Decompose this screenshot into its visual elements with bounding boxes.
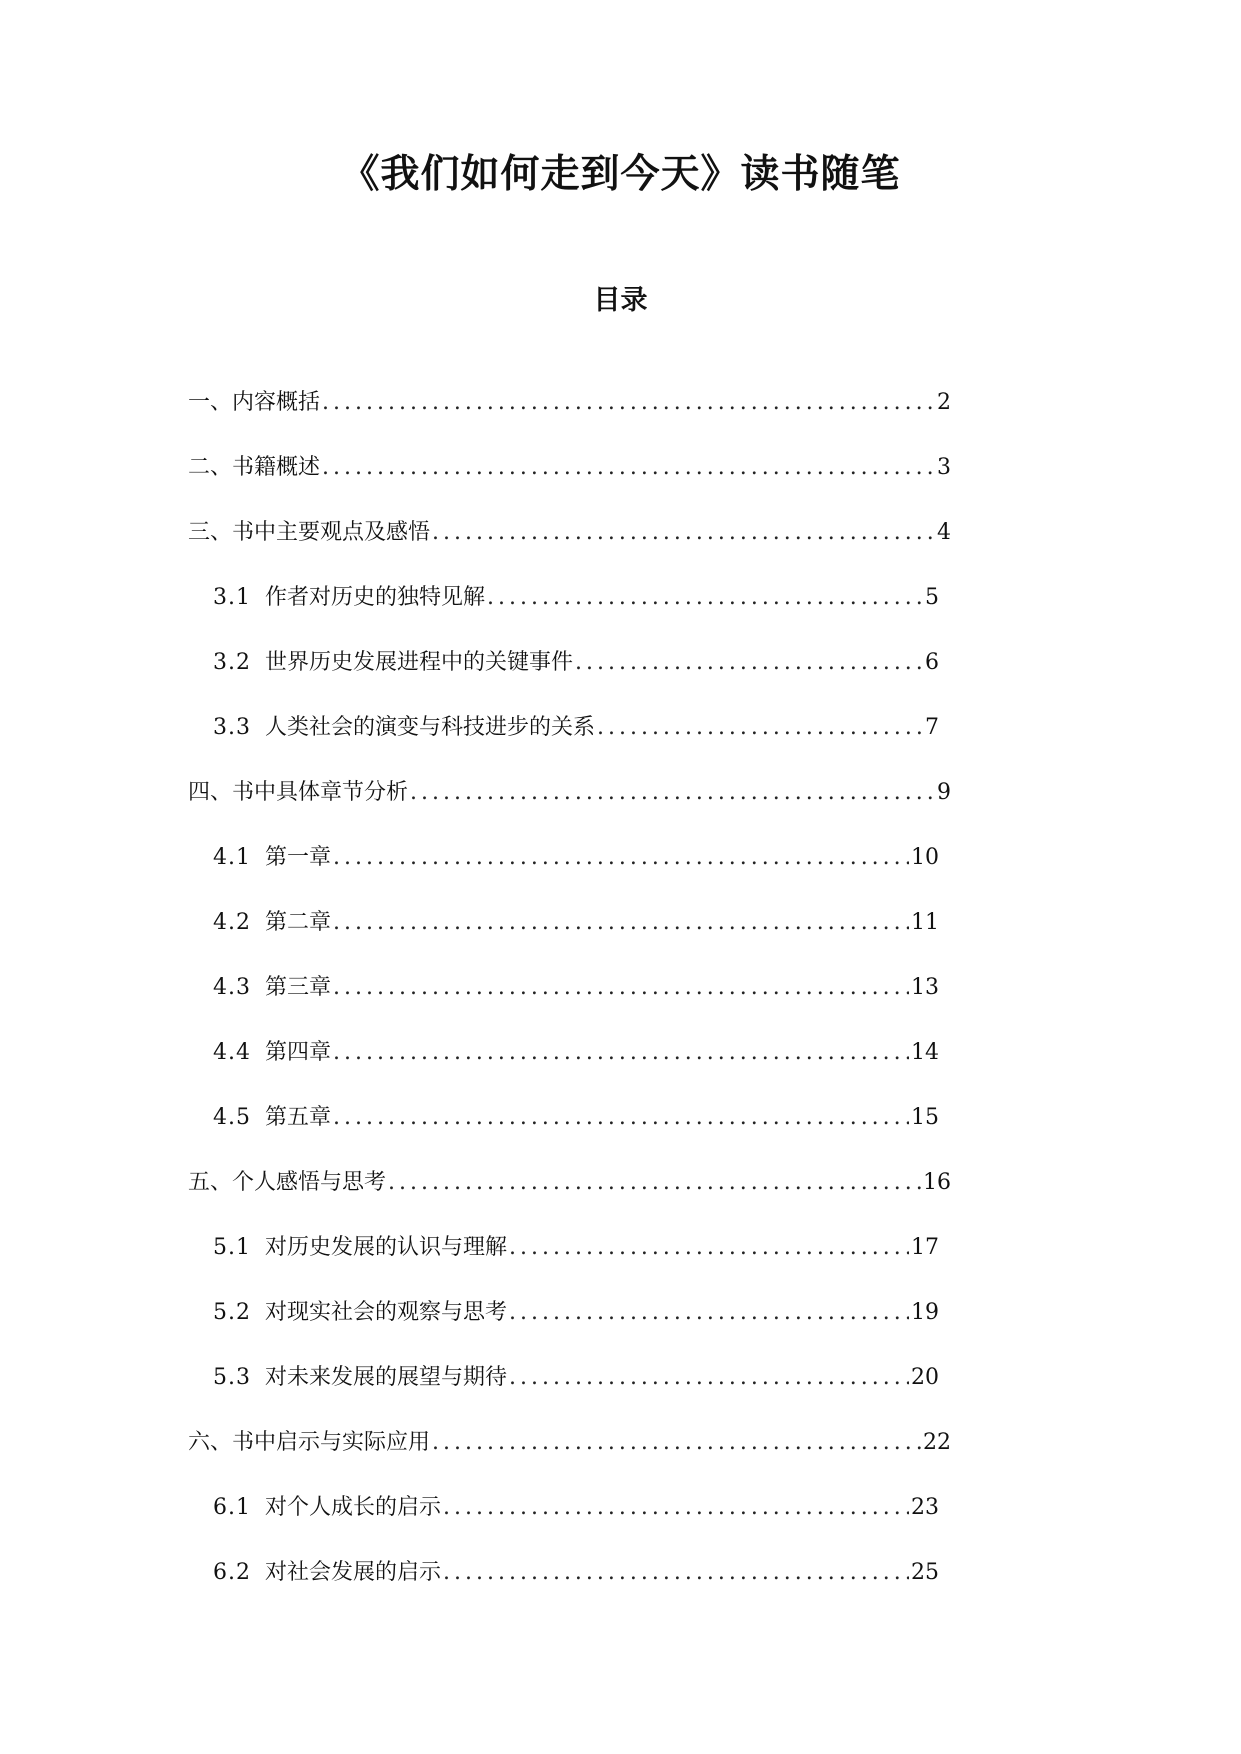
toc-entry-label: 第五章: [265, 1105, 332, 1130]
toc-entry-5-2[interactable]: [213, 1298, 939, 1363]
toc-entry-4-4[interactable]: [213, 1038, 939, 1103]
toc-entry-label: 作者对历史的独特见解: [265, 585, 486, 610]
toc-entry-label: 第四章: [265, 1040, 332, 1065]
toc-entry-number: 5.2: [213, 1300, 251, 1325]
toc-entry-6-1[interactable]: [213, 1493, 939, 1558]
toc-page-number: 25: [911, 1560, 939, 1585]
toc-entry-3-2[interactable]: [213, 648, 939, 713]
toc-entry-6-2[interactable]: [213, 1558, 939, 1623]
toc-dot-leader: [322, 453, 935, 483]
toc-dot-leader: [432, 518, 935, 548]
document-title: 《我们如何走到今天》读书随笔: [340, 152, 901, 197]
toc-entry-4[interactable]: [188, 778, 951, 843]
toc-page-number: 16: [923, 1170, 951, 1195]
toc-entry-4-5[interactable]: [213, 1103, 939, 1168]
toc-page-number: 11: [911, 910, 939, 935]
toc-entry-number: 3.3: [213, 715, 251, 740]
toc-entry-number: 3.2: [213, 650, 251, 675]
toc-entry-number: 6.2: [213, 1560, 251, 1585]
toc-page-number: 5: [925, 585, 939, 610]
toc-entry-1[interactable]: [188, 388, 951, 453]
toc-entry-number: 4.2: [213, 910, 251, 935]
toc-dot-leader: [443, 1558, 909, 1588]
toc-entry-number: 4.1: [213, 845, 251, 870]
toc-entry-label: 对未来发展的展望与期待: [265, 1365, 508, 1390]
toc-page-number: 23: [911, 1495, 939, 1520]
toc-entry-6[interactable]: [188, 1428, 951, 1493]
toc-entry-label: 第三章: [265, 975, 332, 1000]
toc-dot-leader: [333, 908, 909, 938]
toc-page-number: 6: [925, 650, 939, 675]
toc-entry-label: 三、书中主要观点及感悟: [188, 520, 431, 545]
toc-page-number: 4: [937, 520, 951, 545]
toc-entry-5[interactable]: [188, 1168, 951, 1233]
toc-page-number: 14: [911, 1040, 939, 1065]
toc-dot-leader: [333, 973, 909, 1003]
toc-dot-leader: [597, 713, 923, 743]
toc-entry-4-1[interactable]: [213, 843, 939, 908]
toc-page-number: 15: [911, 1105, 939, 1130]
toc-dot-leader: [575, 648, 923, 678]
toc-entry-number: 3.1: [213, 585, 251, 610]
toc-dot-leader: [487, 583, 923, 613]
toc-entry-label: 第一章: [265, 845, 332, 870]
toc-entry-number: 4.3: [213, 975, 251, 1000]
table-of-contents: [0, 388, 1241, 1623]
toc-dot-leader: [333, 1038, 909, 1068]
toc-heading: 目录: [593, 285, 648, 316]
toc-entry-label: 五、个人感悟与思考: [188, 1170, 387, 1195]
toc-page-number: 13: [911, 975, 939, 1000]
toc-entry-2[interactable]: [188, 453, 951, 518]
toc-dot-leader: [333, 843, 909, 873]
toc-dot-leader: [509, 1298, 909, 1328]
toc-entry-number: 4.5: [213, 1105, 251, 1130]
toc-entry-3-1[interactable]: [213, 583, 939, 648]
toc-dot-leader: [443, 1493, 909, 1523]
toc-entry-label: 对历史发展的认识与理解: [265, 1235, 508, 1260]
toc-page-number: 22: [923, 1430, 951, 1455]
toc-entry-number: 5.3: [213, 1365, 251, 1390]
toc-entry-label: 世界历史发展进程中的关键事件: [265, 650, 574, 675]
toc-dot-leader: [410, 778, 935, 808]
toc-entry-5-1[interactable]: [213, 1233, 939, 1298]
toc-page-number: 7: [925, 715, 939, 740]
toc-entry-3-3[interactable]: [213, 713, 939, 778]
toc-entry-5-3[interactable]: [213, 1363, 939, 1428]
toc-entry-4-3[interactable]: [213, 973, 939, 1038]
toc-page-number: 10: [911, 845, 939, 870]
toc-entry-number: 5.1: [213, 1235, 251, 1260]
toc-dot-leader: [509, 1233, 909, 1263]
toc-entry-number: 4.4: [213, 1040, 251, 1065]
toc-dot-leader: [509, 1363, 909, 1393]
toc-dot-leader: [333, 1103, 909, 1133]
toc-page-number: 2: [937, 390, 951, 415]
toc-entry-4-2[interactable]: [213, 908, 939, 973]
toc-entry-label: 人类社会的演变与科技进步的关系: [265, 715, 596, 740]
toc-page-number: 19: [911, 1300, 939, 1325]
toc-entry-label: 一、内容概括: [188, 390, 321, 415]
toc-dot-leader: [322, 388, 935, 418]
toc-page-number: 3: [937, 455, 951, 480]
toc-entry-label: 四、书中具体章节分析: [188, 780, 409, 805]
toc-entry-3[interactable]: [188, 518, 951, 583]
toc-page-number: 9: [937, 780, 951, 805]
toc-dot-leader: [432, 1428, 921, 1458]
toc-entry-label: 对个人成长的启示: [265, 1495, 442, 1520]
toc-entry-label: 第二章: [265, 910, 332, 935]
toc-entry-number: 6.1: [213, 1495, 251, 1520]
toc-entry-label: 对现实社会的观察与思考: [265, 1300, 508, 1325]
toc-entry-label: 二、书籍概述: [188, 455, 321, 480]
toc-dot-leader: [388, 1168, 921, 1198]
toc-entry-label: 对社会发展的启示: [265, 1560, 442, 1585]
toc-page-number: 20: [911, 1365, 939, 1390]
toc-entry-label: 六、书中启示与实际应用: [188, 1430, 431, 1455]
toc-page-number: 17: [911, 1235, 939, 1260]
